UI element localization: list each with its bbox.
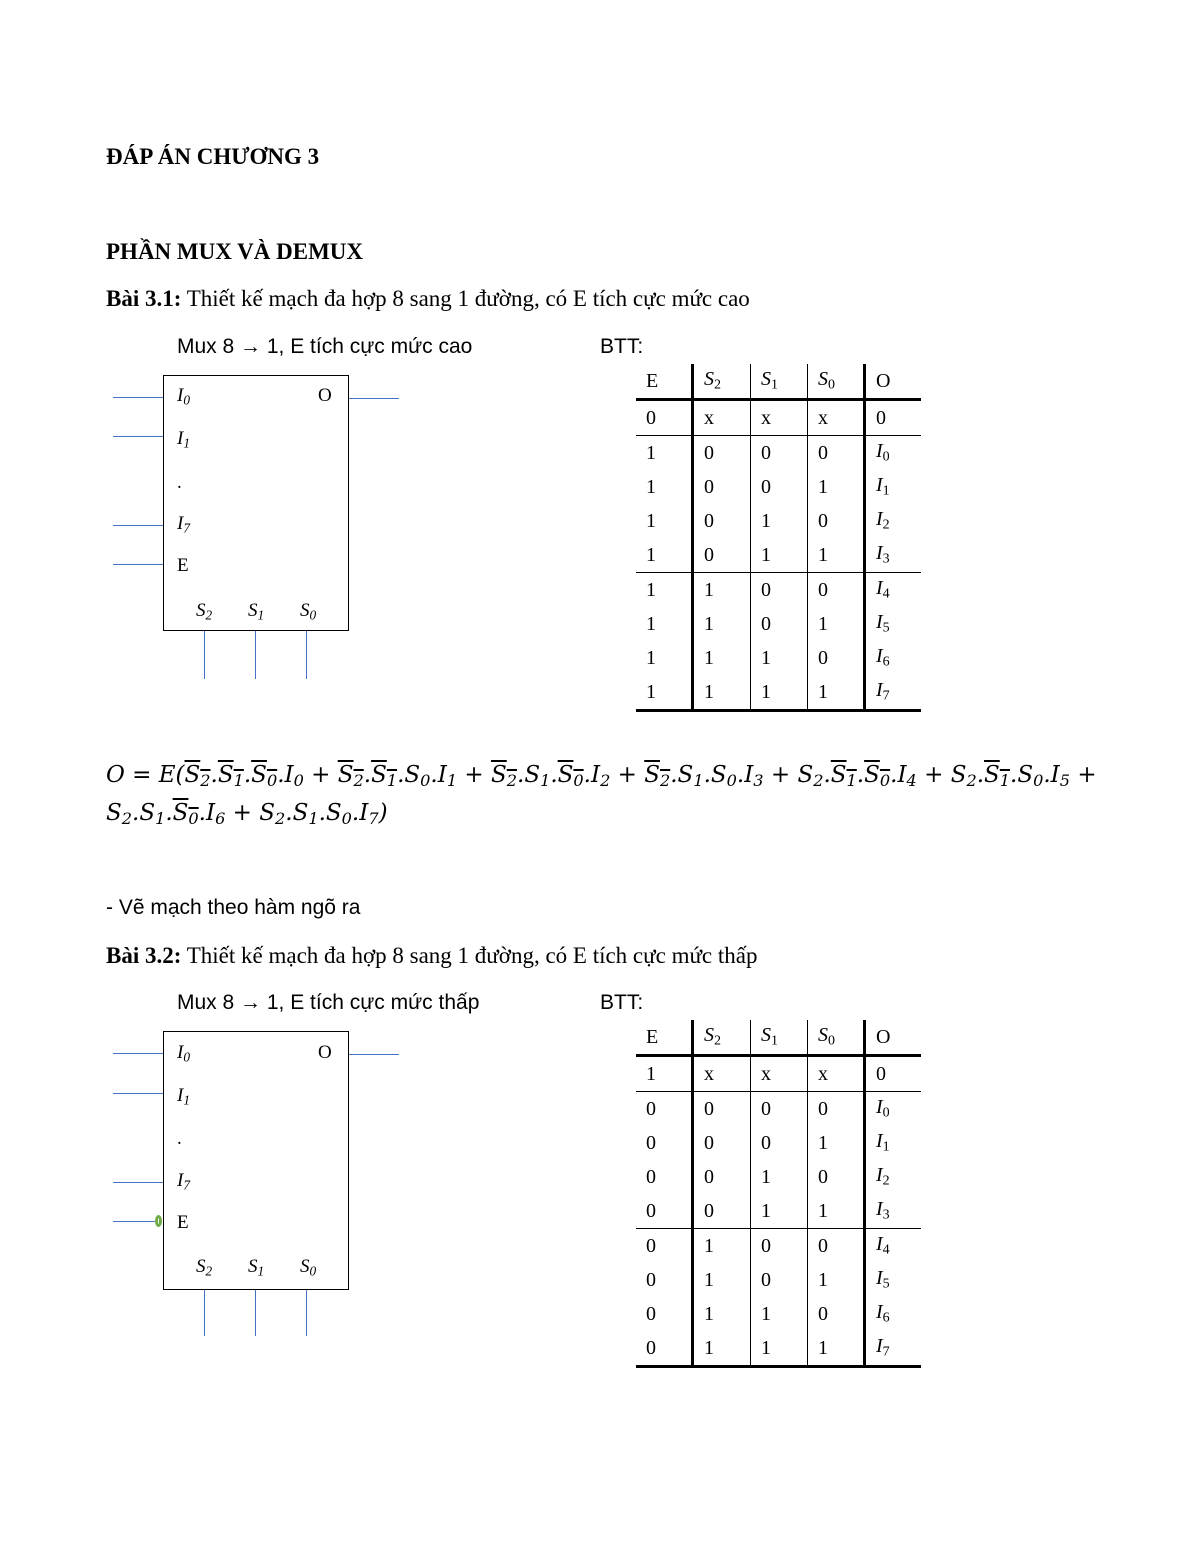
truth-table-2: [636, 1020, 921, 1368]
note: - Vẽ mạch theo hàm ngõ ra: [106, 896, 361, 919]
truth-table-1-row: [636, 607, 921, 641]
wire2-i1: [113, 1093, 163, 1094]
truth-table-2-cell: 1: [808, 1263, 865, 1297]
wire-i0: [113, 397, 163, 398]
truth-table-1-cell: 0: [693, 436, 751, 471]
truth-table-2-cell: 0: [636, 1229, 693, 1264]
truth-table-2-cell: 0: [808, 1297, 865, 1331]
truth-table-2-cell: 0: [808, 1160, 865, 1194]
wire2-i7: [113, 1182, 163, 1183]
truth-table-1-cell: 1: [751, 641, 808, 675]
truth-table-2-row: [636, 1126, 921, 1160]
truth-table-2-cell: $I_3$: [865, 1194, 922, 1229]
truth-table-1-header-cell: O: [865, 364, 922, 400]
inversion-bubble-icon: [155, 1215, 162, 1227]
wire2-e: [113, 1221, 155, 1222]
exercise-2-text: Thiết kế mạch đa hợp 8 sang 1 đường, có E tích cực mức thấp: [181, 943, 758, 968]
truth-table-2-cell: 0: [751, 1229, 808, 1264]
truth-table-2-cell: $I_4$: [876, 1233, 890, 1258]
truth-table-2-cell: 0: [693, 1194, 751, 1229]
pin-o: O: [318, 385, 332, 406]
truth-table-2-cell: 0: [865, 1056, 922, 1092]
pin2-i0: $I_0$: [177, 1042, 190, 1065]
truth-table-2-cell: 0: [636, 1263, 693, 1297]
wire2-s0: [306, 1290, 307, 1336]
exercise-1-text: Thiết kế mạch đa hợp 8 sang 1 đường, có E tích cực mức cao: [181, 286, 750, 311]
wire-i7: [113, 525, 163, 526]
pin-s1: $S_1$: [248, 600, 265, 623]
truth-table-1-cell: 1: [636, 504, 693, 538]
pin-s2: $S_2$: [196, 600, 213, 623]
pin2-s1: $S_1$: [248, 1256, 265, 1279]
wire-s1: [255, 631, 256, 679]
truth-table-2-cell: $I_1$: [876, 1130, 890, 1155]
btt1-label: BTT:: [600, 335, 644, 358]
truth-table-1-cell: x: [808, 400, 865, 436]
truth-table-1-cell: x: [751, 400, 808, 436]
truth-table-1-cell: 0: [751, 573, 808, 608]
truth-table-1-cell: 1: [636, 641, 693, 675]
truth-table-1-cell: 1: [808, 675, 865, 711]
truth-table-2-cell: 0: [751, 1263, 808, 1297]
output-equation-line-2: $S_2.S_1.S_0.I_6 + S_2.S_1.S_0.I_7$): [106, 800, 388, 829]
truth-table-1-row: [636, 400, 921, 436]
wire-o: [349, 398, 399, 399]
truth-table-2-row: [636, 1263, 921, 1297]
pin-i1: $I_1$: [177, 428, 190, 451]
truth-table-1-cell: 1: [751, 504, 808, 538]
pin2-i1: $I_1$: [177, 1085, 190, 1108]
truth-table-1-header-cell: $S_1$: [751, 364, 808, 400]
truth-table-1-cell: 1: [751, 538, 808, 573]
section-title: PHẦN MUX VÀ DEMUX: [106, 239, 364, 264]
truth-table-1-cell: $I_2$: [876, 508, 890, 533]
wire-i1: [113, 436, 163, 437]
truth-table-2-cell: 0: [693, 1160, 751, 1194]
truth-table-1-cell: $I_4$: [876, 577, 890, 602]
wire2-s1: [255, 1290, 256, 1336]
truth-table-2-cell: 0: [636, 1160, 693, 1194]
truth-table-2-row: [636, 1194, 921, 1229]
truth-table-2-cell: $I_6$: [876, 1301, 890, 1326]
truth-table-1-row: [636, 675, 921, 711]
truth-table-1-cell: $I_0$: [876, 440, 890, 465]
wire-s2: [204, 631, 205, 679]
truth-table-2-row: [636, 1229, 921, 1264]
truth-table-1-cell: 0: [693, 538, 751, 573]
truth-table-2-cell: 0: [636, 1126, 693, 1160]
truth-table-1-row: [636, 436, 921, 471]
truth-table-2-cell: 0: [751, 1092, 808, 1127]
truth-table-2-header-cell: $S_0$: [808, 1020, 865, 1056]
truth-table-2-header-row: [636, 1020, 921, 1056]
truth-table-1-cell: 1: [636, 675, 693, 711]
truth-table-2-cell: $I_7$: [865, 1331, 922, 1367]
wire2-o: [349, 1054, 399, 1055]
truth-table-2-cell: 1: [751, 1297, 808, 1331]
truth-table-2-cell: 1: [808, 1331, 865, 1367]
pin-i0: $I_0$: [177, 385, 190, 408]
truth-table-1-cell: 1: [808, 607, 865, 641]
pin2-s2: $S_2$: [196, 1256, 213, 1279]
exercise-2-heading: [106, 943, 757, 969]
truth-table-1-cell: 1: [636, 436, 693, 471]
truth-table-1-header-cell: $S_0$: [808, 364, 865, 400]
pin-s0: $S_0$: [300, 600, 317, 623]
truth-table-1-row: [636, 470, 921, 504]
truth-table-1-cell: 1: [636, 538, 693, 573]
truth-table-2-header-cell: $S_2$: [693, 1020, 751, 1056]
mux2-caption: Mux 8 → 1, E tích cực mức thấp: [177, 991, 480, 1014]
truth-table-1-cell: 0: [751, 470, 808, 504]
truth-table-1-header-cell: $S_2$: [693, 364, 751, 400]
truth-table-2-cell: 0: [693, 1126, 751, 1160]
truth-table-1-cell: x: [693, 400, 751, 436]
truth-table-2-cell: x: [693, 1056, 751, 1092]
truth-table-2-header-cell: $S_1$: [751, 1020, 808, 1056]
truth-table-1-cell: 0: [636, 400, 693, 436]
truth-table-2-cell: 1: [751, 1194, 808, 1229]
truth-table-1-row: [636, 538, 921, 573]
truth-table-1-header-row: [636, 364, 921, 400]
mux2-block: [163, 1031, 349, 1290]
truth-table-2-cell: 1: [808, 1194, 865, 1229]
pin2-i7: $I_7$: [177, 1170, 190, 1193]
truth-table-1-cell: $I_7$: [865, 675, 922, 711]
truth-table-2-cell: 0: [636, 1194, 693, 1229]
truth-table-1: [636, 364, 921, 712]
truth-table-2-cell: 0: [808, 1092, 865, 1127]
truth-table-1-cell: 1: [808, 470, 865, 504]
truth-table-2-row: [636, 1092, 921, 1127]
truth-table-1-cell: 1: [693, 607, 751, 641]
pin2-dots: .: [177, 1128, 182, 1149]
truth-table-1-cell: $I_1$: [876, 474, 890, 499]
output-equation-line-1: $O = E(S_2.S_1.S_0.I_0 + S_2.S_1.S_0.I_1 + S_2.S_1.S_0.I_2 + S_2.S_1.S_0.I_3 + S_2.S_1.S_0.I_4 + S_2.S_1.S_0.I_5$ +: [106, 762, 1097, 791]
truth-table-1-cell: 0: [808, 641, 865, 675]
truth-table-1-cell: 1: [693, 675, 751, 711]
pin-e: E: [177, 555, 189, 576]
truth-table-1-cell: 0: [865, 400, 922, 436]
truth-table-1-cell: $I_5$: [876, 611, 890, 636]
truth-table-1-cell: 0: [693, 504, 751, 538]
truth-table-1-row: [636, 641, 921, 675]
truth-table-1-cell: 1: [636, 573, 693, 608]
truth-table-2-header-cell: O: [865, 1020, 922, 1056]
truth-table-1-cell: $I_6$: [876, 645, 890, 670]
truth-table-2-cell: 1: [693, 1263, 751, 1297]
truth-table-2-cell: 1: [693, 1297, 751, 1331]
pin2-o: O: [318, 1042, 332, 1063]
truth-table-2-cell: 1: [808, 1126, 865, 1160]
truth-table-1-cell: 0: [808, 436, 865, 471]
truth-table-1-row: [636, 573, 921, 608]
truth-table-1-row: [636, 504, 921, 538]
pin2-e: E: [177, 1212, 189, 1233]
truth-table-2-cell: 1: [751, 1331, 808, 1367]
truth-table-2-header-cell: E: [636, 1020, 693, 1056]
mux1-caption: Mux 8 → 1, E tích cực mức cao: [177, 335, 473, 358]
truth-table-2-row: [636, 1056, 921, 1092]
pin-i7: $I_7$: [177, 513, 190, 536]
truth-table-1-cell: 0: [751, 436, 808, 471]
truth-table-1-cell: 1: [751, 675, 808, 711]
mux1-block: [163, 375, 349, 631]
truth-table-2-cell: $I_5$: [876, 1267, 890, 1292]
truth-table-1-cell: 0: [808, 504, 865, 538]
truth-table-1-cell: 0: [751, 607, 808, 641]
truth-table-2-cell: 0: [636, 1092, 693, 1127]
truth-table-1-cell: $I_3$: [865, 538, 922, 573]
truth-table-1-cell: 1: [693, 573, 751, 608]
truth-table-2-row: [636, 1331, 921, 1367]
truth-table-2-cell: 0: [693, 1092, 751, 1127]
truth-table-2-cell: 1: [751, 1160, 808, 1194]
truth-table-2-cell: 0: [808, 1229, 865, 1264]
truth-table-2-cell: 0: [751, 1126, 808, 1160]
truth-table-2-cell: 1: [636, 1056, 693, 1092]
wire-s0: [306, 631, 307, 679]
wire2-s2: [204, 1290, 205, 1336]
truth-table-2-cell: 0: [636, 1297, 693, 1331]
truth-table-2-row: [636, 1297, 921, 1331]
chapter-title: ĐÁP ÁN CHƯƠNG 3: [106, 144, 320, 169]
truth-table-1-cell: 0: [693, 470, 751, 504]
exercise-2-label: Bài 3.2:: [106, 943, 182, 968]
wire-e: [113, 564, 163, 565]
truth-table-1-cell: 1: [693, 641, 751, 675]
btt2-label: BTT:: [600, 991, 644, 1014]
exercise-1-label: Bài 3.1:: [106, 286, 182, 311]
truth-table-2-cell: x: [751, 1056, 808, 1092]
truth-table-1-cell: 1: [808, 538, 865, 573]
truth-table-2-cell: $I_0$: [876, 1096, 890, 1121]
truth-table-1-cell: 0: [808, 573, 865, 608]
truth-table-2-cell: 0: [636, 1331, 693, 1367]
wire2-i0: [113, 1053, 163, 1054]
truth-table-2-row: [636, 1160, 921, 1194]
truth-table-2-cell: 1: [693, 1331, 751, 1367]
truth-table-2-cell: $I_2$: [876, 1164, 890, 1189]
truth-table-2-cell: x: [808, 1056, 865, 1092]
pin-dots: .: [177, 472, 182, 493]
truth-table-1-cell: 1: [636, 470, 693, 504]
truth-table-1-header-cell: E: [636, 364, 693, 400]
pin2-s0: $S_0$: [300, 1256, 317, 1279]
truth-table-1-cell: 1: [636, 607, 693, 641]
truth-table-2-cell: 1: [693, 1229, 751, 1264]
